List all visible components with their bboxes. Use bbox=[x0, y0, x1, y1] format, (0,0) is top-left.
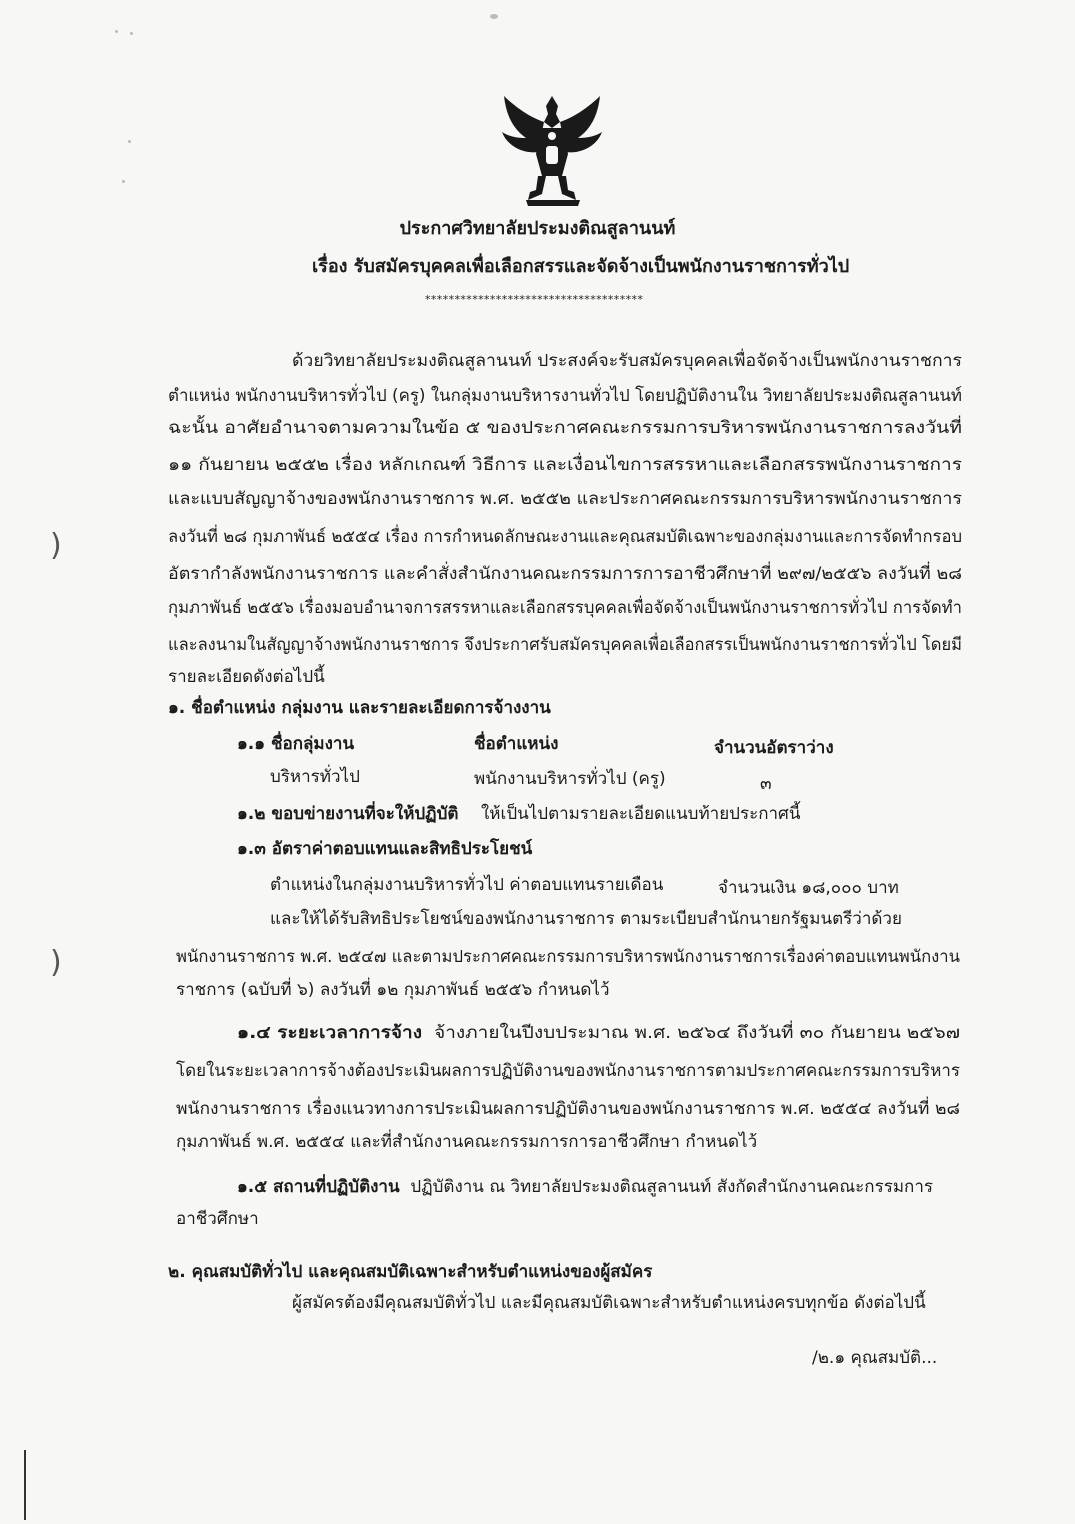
s13-line: และให้ได้รับสิทธิประโยชน์ของพนักงานราชการ ตามระเบียบสำนักนายกรัฐมนตรีว่าด้วย bbox=[270, 909, 902, 929]
header-divider: ************************************* bbox=[425, 293, 644, 306]
s13-pay-right: จำนวนเงิน ๑๘,๐๐๐ บาท bbox=[718, 878, 899, 898]
garuda-emblem-icon bbox=[496, 92, 608, 210]
punch-hole-mark: ) bbox=[50, 528, 62, 563]
s14-first-line bbox=[237, 1022, 960, 1044]
scan-speck bbox=[130, 32, 133, 35]
intro-line: ด้วยวิทยาลัยประมงติณสูลานนท์ ประสงค์จะรับสมัครบุคคลเพื่อจัดจ้างเป็นพนักงานราชการ bbox=[292, 351, 962, 371]
s12-label: ๑.๒ ขอบข่ายงานที่จะให้ปฏิบัติ bbox=[237, 804, 459, 824]
s15-second: อาชีวศึกษา bbox=[176, 1209, 259, 1229]
intro-line: รายละเอียดดังต่อไปนี้ bbox=[168, 667, 325, 687]
intro-line: ลงวันที่ ๒๘ กุมภาพันธ์ ๒๕๕๔ เรื่อง การกำหนดลักษณะงานและคุณสมบัติเฉพาะของกลุ่มงานและการจัดทำกรอบ bbox=[168, 527, 962, 547]
s15-label: ๑.๕ สถานที่ปฏิบัติงาน bbox=[237, 1177, 400, 1197]
s15-first-line bbox=[237, 1176, 933, 1198]
section-1-heading: ๑. ชื่อตำแหน่ง กลุ่มงาน และรายละเอียดการจ้างงาน bbox=[168, 698, 551, 718]
document-title: ประกาศวิทยาลัยประมงติณสูลานนท์ bbox=[399, 218, 676, 239]
intro-line: อัตรากำลังพนักงานราชการ และคำสั่งสำนักงานคณะกรรมการการอาชีวศึกษาที่ ๒๙๗/๒๕๕๖ ลงวันที่ ๒๘ bbox=[168, 564, 962, 584]
s11-vacancy-value: ๓ bbox=[760, 774, 772, 794]
punch-hole-mark: ) bbox=[50, 945, 62, 980]
s11-group-value: บริหารทั่วไป bbox=[270, 767, 360, 787]
s14-first: จ้างภายในปีงบประมาณ พ.ศ. ๒๕๖๔ ถึงวันที่ ๓๐ กันยายน ๒๕๖๗ bbox=[434, 1023, 960, 1043]
intro-line: กุมภาพันธ์ ๒๕๕๖ เรื่องมอบอำนาจการสรรหาและเลือกสรรบุคคลเพื่อจัดจ้างเป็นพนักงานราชการทั่วไป การจัดทำ bbox=[168, 598, 962, 618]
s13-line: ราชการ (ฉบับที่ ๖) ลงวันที่ ๑๒ กุมภาพันธ์ ๒๕๕๖ กำหนดไว้ bbox=[176, 980, 610, 1000]
intro-line: ตำแหน่ง พนักงานบริหารทั่วไป (ครู) ในกลุ่มงานบริหารงานทั่วไป โดยปฏิบัติงานใน วิทยาลัยประมงติณสูลานนท์ bbox=[168, 386, 962, 406]
scan-speck bbox=[115, 30, 118, 33]
document-subject: เรื่อง รับสมัครบุคคลเพื่อเลือกสรรและจัดจ้างเป็นพนักงานราชการทั่วไป bbox=[312, 256, 850, 277]
s13-pay-left: ตำแหน่งในกลุ่มงานบริหารทั่วไป ค่าตอบแทนรายเดือน bbox=[270, 875, 664, 895]
s15-first: ปฏิบัติงาน ณ วิทยาลัยประมงติณสูลานนท์ สังกัดสำนักงานคณะกรรมการ bbox=[410, 1177, 934, 1197]
s14-line: พนักงานราชการ เรื่องแนวทางการประเมินผลการปฏิบัติงานของพนักงานราชการ พ.ศ. ๒๕๕๔ ลงวันที่ ๒๘ bbox=[176, 1099, 960, 1119]
scan-speck bbox=[128, 140, 131, 143]
scan-speck bbox=[122, 180, 125, 183]
s14-line: กุมภาพันธ์ พ.ศ. ๒๕๕๔ และที่สำนักงานคณะกรรมการการอาชีวศึกษา กำหนดไว้ bbox=[176, 1132, 758, 1152]
s14-label: ๑.๔ ระยะเวลาการจ้าง bbox=[237, 1023, 422, 1043]
s11-col-group: ๑.๑ ชื่อกลุ่มงาน bbox=[237, 734, 355, 754]
s13-label: ๑.๓ อัตราค่าตอบแทนและสิทธิประโยชน์ bbox=[237, 839, 533, 859]
margin-line bbox=[24, 1450, 26, 1520]
s12-text: ให้เป็นไปตามรายละเอียดแนบท้ายประกาศนี้ bbox=[481, 804, 801, 824]
s11-position-value: พนักงานบริหารทั่วไป (ครู) bbox=[474, 769, 666, 789]
page-continuation: /๒.๑ คุณสมบัติ... bbox=[812, 1348, 938, 1368]
section-2-text: ผู้สมัครต้องมีคุณสมบัติทั่วไป และมีคุณสมบัติเฉพาะสำหรับตำแหน่งครบทุกข้อ ดังต่อไปนี้ bbox=[292, 1293, 926, 1313]
intro-line: ๑๑ กันยายน ๒๕๕๒ เรื่อง หลักเกณฑ์ วิธีการ และเงื่อนไขการสรรหาและเลือกสรรพนักงานราชการ bbox=[168, 455, 962, 475]
s14-line: โดยในระยะเวลาการจ้างต้องประเมินผลการปฏิบัติงานของพนักงานราชการตามประกาศคณะกรรมการบริหาร bbox=[176, 1061, 960, 1081]
s13-line: พนักงานราชการ พ.ศ. ๒๕๔๗ และตามประกาศคณะกรรมการบริหารพนักงานราชการเรื่องค่าตอบแทนพนักงาน bbox=[176, 947, 960, 967]
section-2-heading: ๒. คุณสมบัติทั่วไป และคุณสมบัติเฉพาะสำหรับตำแหน่งของผู้สมัคร bbox=[168, 1262, 653, 1282]
intro-line: และลงนามในสัญญาจ้างพนักงานราชการ จึงประกาศรับสมัครบุคคลเพื่อเลือกสรรเป็นพนักงานราชการทั่วไป โดยมี bbox=[168, 635, 962, 655]
intro-line: และแบบสัญญาจ้างของพนักงานราชการ พ.ศ. ๒๕๕๒ และประกาศคณะกรรมการบริหารพนักงานราชการ bbox=[168, 489, 963, 509]
scan-speck bbox=[490, 14, 498, 19]
intro-line: ฉะนั้น อาศัยอำนาจตามความในข้อ ๕ ของประกาศคณะกรรมการบริหารพนักงานราชการลงวันที่ bbox=[168, 418, 962, 438]
s11-col-position: ชื่อตำแหน่ง bbox=[474, 734, 559, 754]
s11-col-vacancy: จำนวนอัตราว่าง bbox=[714, 738, 834, 758]
